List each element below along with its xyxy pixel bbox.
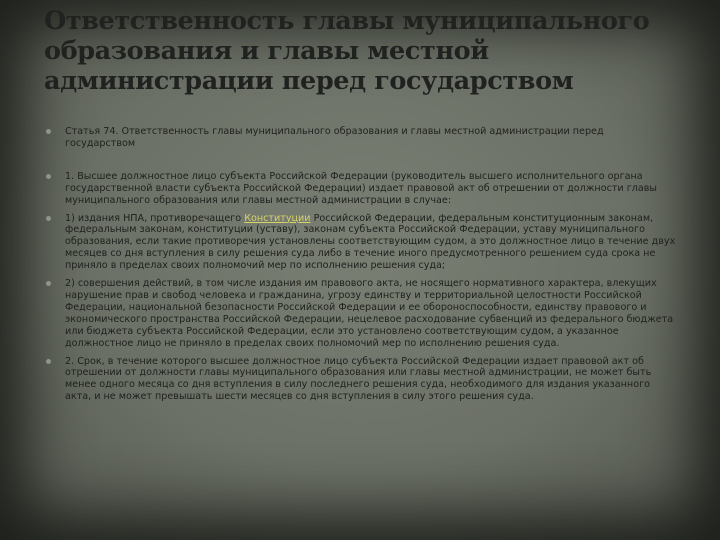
bullet-icon [46,129,51,134]
bullet-icon [46,359,51,364]
list-item [44,278,676,349]
bullet-icon [46,281,51,286]
constitution-link[interactable]: Конституции [244,212,311,224]
list-item [44,171,676,207]
slide-content [44,126,676,403]
item-text: 2. Срок, в течение которого высшее должностное лицо субъекта Российской Федерации издает правовой акт об отрешении от должности главы муниципального образования или главы местной администрации, не может быть менее одного месяца со дня вступления в силу последнего решения суда, необходимого для издания указанного акта, и не может превышать шести месяцев со дня вступления в силу этого решения суда. [65,355,652,403]
list-item [44,356,676,404]
item-text: 1. Высшее должностное лицо субъекта Российской Федерации (руководитель высшего исполнительного органа государственной власти субъекта Российской Федерации) издает правовой акт об отрешении от должности главы муниципального образования или главы местной администрации в случае: [65,170,658,206]
item-text: Статья 74. Ответственность главы муниципального образования и главы местной администрации перед государством [65,126,604,149]
bullet-icon [46,174,51,179]
item-text: 2) совершения действий, в том числе издания им правового акта, не носящего нормативного характера, влекущих нарушение прав и свобод человека и гражданина, угрозу единству и территориальной целостности Российской Федерации, национальной безопасности Российской Федерации и ее обороноспособности, единству правового и экономического пространства Российской Федерации, нецелевое расходование субвенций из федерального бюджета или бюджета субъекта Российской Федерации, если это установлено соответствующим судом, а указанное должностное лицо не приняло в пределах своих полномочий мер по исполнению решения суда. [65,278,674,349]
slide-title: Ответственность главы муниципального образования и главы местной администрации перед государством [44,6,650,96]
item-text-after: Российской Федерации, федеральным конституционным законам, федеральным законам, конституции (уставу), законам субъекта Российской Федерации, уставу муниципального образования, если такие противоречия установлены соответствующим судом, а это должностное лицо в течение двух месяцев со дня вступления в силу решения суда либо в течение иного предусмотренного решением суда срока не приняло в пределах своих полномочий мер по исполнению решения суда; [65,212,676,272]
list-item [44,213,676,273]
bullet-icon [46,216,51,221]
item-text-before: 1) издания НПА, противоречащего [65,212,245,224]
list-item [44,126,676,150]
